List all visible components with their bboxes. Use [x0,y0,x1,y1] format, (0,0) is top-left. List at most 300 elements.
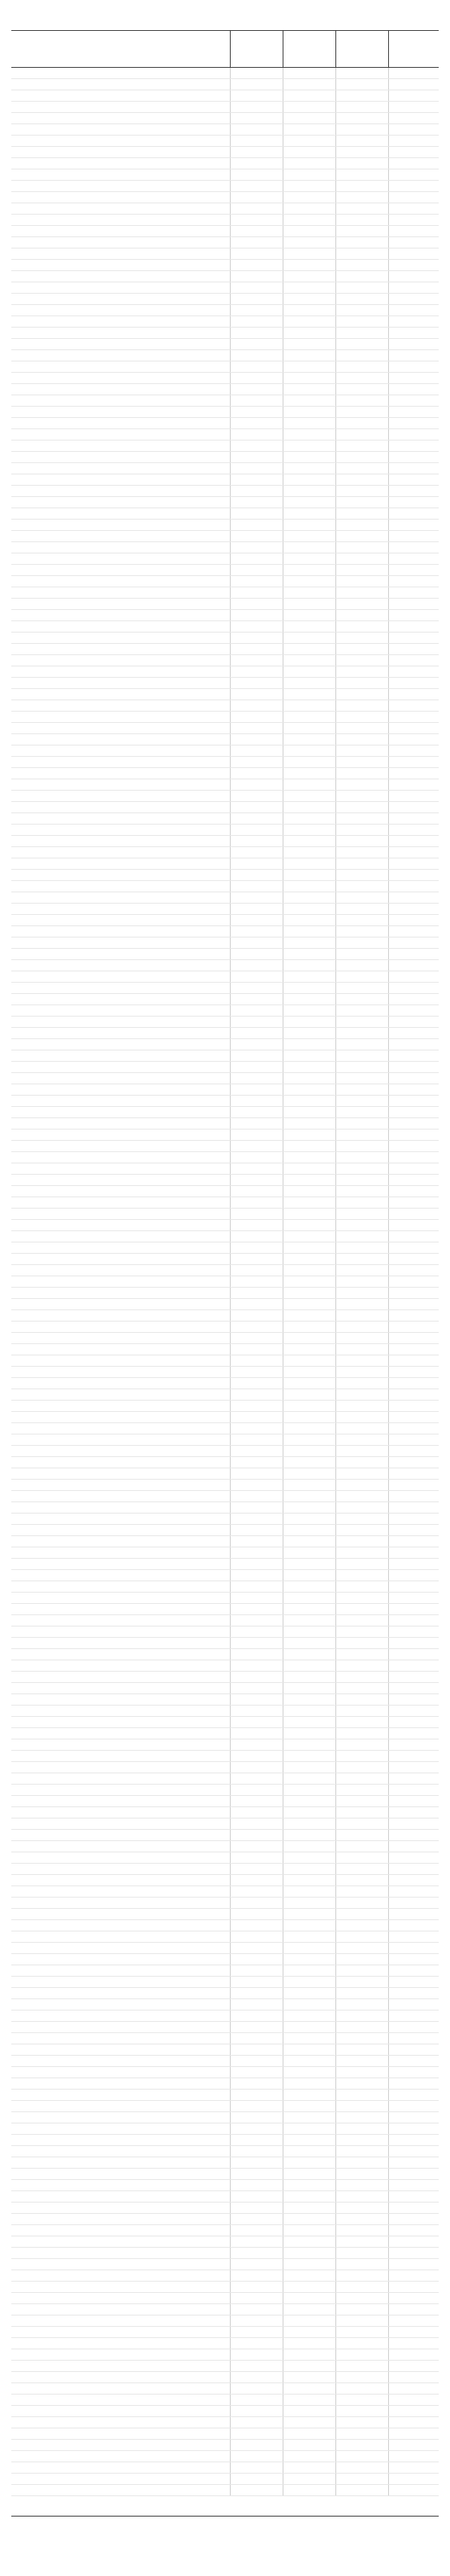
table-cell [230,79,283,90]
table-row [11,2010,439,2022]
table-cell [283,452,336,462]
table-cell [335,1096,389,1106]
table-cell [11,1299,230,1309]
table-cell [283,2270,336,2281]
table-cell [283,2022,336,2032]
table-cell [230,1796,283,1806]
table-cell [388,2236,439,2247]
table-cell [335,1999,389,2010]
table-cell [388,181,439,191]
table-row [11,1017,439,1028]
table-cell [283,937,336,948]
table-cell [11,1830,230,1840]
table-row [11,802,439,813]
table-row [11,1649,439,1660]
table-cell [335,757,389,767]
table-row [11,1220,439,1231]
table-cell [388,1175,439,1185]
table-cell [283,339,336,349]
table-cell [388,124,439,135]
table-row [11,1762,439,1773]
table-row [11,655,439,666]
table-cell [230,2010,283,2021]
table-cell [230,1039,283,1050]
table-cell [283,2372,336,2382]
table-cell [283,2428,336,2439]
table-cell [230,2383,283,2394]
table-cell [388,2395,439,2405]
table-row [11,181,439,192]
table-cell [388,203,439,214]
table-row [11,2327,439,2338]
table-cell [335,633,389,643]
table-cell [11,2146,230,2157]
table-cell [283,1615,336,1626]
header-cell-month-value [230,31,283,67]
table-cell [283,1965,336,1976]
table-cell [388,1096,439,1106]
table-row [11,339,439,350]
table-row [11,226,439,237]
table-cell [388,565,439,575]
table-cell [11,655,230,666]
table-cell [11,1446,230,1456]
table-cell [11,926,230,937]
table-row [11,2033,439,2044]
table-cell [283,1073,336,1084]
table-cell [388,407,439,417]
table-row [11,1626,439,1638]
table-cell [388,1852,439,1863]
table-cell [283,1367,336,1377]
table-cell [283,350,336,361]
table-cell [11,474,230,485]
table-cell [230,2349,283,2360]
table-cell [388,1276,439,1287]
table-cell [335,1852,389,1863]
table-cell [230,2395,283,2405]
table-cell [283,1570,336,1581]
table-cell [11,1581,230,1592]
table-cell [230,2451,283,2462]
table-cell [283,983,336,993]
table-cell [388,1412,439,1422]
table-cell [283,1514,336,1524]
table-cell [11,79,230,90]
table-cell [11,1875,230,1886]
table-cell [335,2180,389,2190]
table-cell [230,994,283,1004]
table-cell [283,1197,336,1208]
table-row [11,441,439,452]
table-cell [335,1604,389,1614]
table-cell [335,870,389,880]
table-row [11,960,439,971]
table-row [11,825,439,836]
table-cell [11,282,230,293]
table-cell [230,1231,283,1242]
table-cell [388,1084,439,1095]
table-cell [283,192,336,203]
table-row [11,113,439,124]
table-cell [388,1209,439,1219]
table-row [11,520,439,531]
table-cell [11,2485,230,2495]
table-cell [283,565,336,575]
table-cell [335,1265,389,1276]
table-cell [283,655,336,666]
table-row [11,689,439,700]
table-row [11,474,439,486]
table-cell [230,2338,283,2349]
table-cell [11,2304,230,2315]
table-cell [388,689,439,700]
table-cell [283,2327,336,2337]
table-cell [283,1943,336,1953]
table-cell [230,2259,283,2270]
table-cell [335,734,389,745]
table-cell [11,1570,230,1581]
table-cell [230,1649,283,1660]
table-cell [283,2112,336,2123]
table-cell [230,1412,283,1422]
table-cell [335,904,389,914]
table-cell [388,1886,439,1897]
table-cell [283,1864,336,1874]
table-cell [11,666,230,677]
table-cell [335,1977,389,1987]
table-cell [11,689,230,700]
table-cell [283,316,336,327]
table-cell [11,1017,230,1027]
table-row [11,497,439,508]
table-cell [388,2485,439,2495]
table-row [11,1333,439,1344]
table-cell [388,2474,439,2484]
table-row [11,2349,439,2361]
table-cell [335,858,389,869]
table-cell [230,1468,283,1479]
table-cell [388,1141,439,1151]
table-cell [388,384,439,395]
table-row [11,215,439,226]
table-cell [388,1875,439,1886]
table-cell [283,2349,336,2360]
table-row [11,610,439,621]
table-row [11,1242,439,1254]
table-cell [230,429,283,440]
table-cell [230,926,283,937]
table-cell [11,1423,230,1434]
table-cell [335,2451,389,2462]
table-cell [335,373,389,383]
table-cell [230,248,283,259]
table-cell [335,384,389,395]
table-cell [11,1920,230,1931]
table-cell [11,226,230,236]
table-cell [335,474,389,485]
table-row [11,384,439,395]
table-row [11,2451,439,2462]
table-cell [335,847,389,858]
table-row [11,1446,439,1457]
table-cell [230,305,283,316]
table-cell [388,904,439,914]
table-cell [388,1796,439,1806]
table-cell [335,1706,389,1716]
table-cell [335,1073,389,1084]
table-cell [283,90,336,101]
table-cell [11,113,230,123]
table-cell [335,1875,389,1886]
table-cell [11,1864,230,1874]
table-row [11,734,439,745]
table-cell [335,689,389,700]
table-cell [335,1378,389,1389]
table-cell [230,1931,283,1942]
table-cell [283,1423,336,1434]
table-cell [388,508,439,519]
table-cell [230,1389,283,1400]
table-row [11,1683,439,1694]
table-cell [230,1175,283,1185]
table-cell [230,203,283,214]
table-cell [388,531,439,541]
table-row [11,486,439,497]
table-cell [335,892,389,903]
table-cell [388,2293,439,2303]
table-cell [335,587,389,598]
table-cell [335,813,389,824]
table-cell [11,1909,230,1919]
table-cell [335,2338,389,2349]
table-cell [283,1626,336,1637]
table-cell [283,1852,336,1863]
table-cell [335,768,389,779]
table-cell [335,1920,389,1931]
table-cell [388,2451,439,2462]
table-cell [283,858,336,869]
table-cell [388,949,439,959]
table-cell [11,2349,230,2360]
table-cell [11,1514,230,1524]
table-row [11,542,439,553]
table-cell [11,68,230,78]
table-cell [388,791,439,801]
table-cell [11,542,230,553]
table-cell [283,542,336,553]
table-row [11,1096,439,1107]
table-cell [388,1118,439,1129]
table-cell [283,2248,336,2258]
table-cell [11,1491,230,1501]
table-row [11,1276,439,1288]
table-cell [335,316,389,327]
table-cell [335,508,389,519]
table-cell [283,282,336,293]
table-cell [283,1209,336,1219]
table-row [11,553,439,565]
table-cell [230,474,283,485]
table-cell [335,1141,389,1151]
table-cell [388,282,439,293]
table-cell [388,2440,439,2450]
table-cell [230,350,283,361]
table-cell [230,1265,283,1276]
table-cell [11,1254,230,1264]
table-cell [335,1638,389,1648]
table-cell [230,689,283,700]
table-cell [283,1039,336,1050]
table-row [11,2044,439,2056]
table-cell [11,339,230,349]
table-cell [11,1818,230,1829]
table-cell [230,1367,283,1377]
table-cell [335,1502,389,1513]
table-cell [335,68,389,78]
table-cell [11,1276,230,1287]
table-cell [230,1785,283,1795]
table-cell [11,1852,230,1863]
table-row [11,870,439,881]
table-cell [335,1050,389,1061]
table-cell [335,1886,389,1897]
table-cell [230,1818,283,1829]
table-row [11,294,439,305]
table-cell [388,147,439,157]
table-cell [11,2033,230,2044]
table-cell [283,147,336,157]
table-cell [230,576,283,587]
table-cell [230,678,283,688]
table-row [11,1434,439,1446]
table-cell [230,1626,283,1637]
table-cell [388,2135,439,2145]
table-cell [335,136,389,146]
table-cell [335,2304,389,2315]
table-row [11,1886,439,1898]
table-cell [11,407,230,417]
table-cell [335,2044,389,2055]
table-row [11,418,439,429]
table-cell [11,644,230,654]
table-cell [388,2327,439,2337]
table-cell [388,1536,439,1547]
table-row [11,2236,439,2248]
table-cell [283,757,336,767]
table-cell [230,745,283,756]
table-cell [230,1638,283,1648]
table-cell [388,960,439,971]
table-cell [283,1028,336,1038]
table-cell [11,1706,230,1716]
table-cell [283,2123,336,2134]
table-cell [11,124,230,135]
table-row [11,1785,439,1796]
table-cell [335,678,389,688]
table-cell [230,1547,283,1558]
table-cell [283,1446,336,1456]
table-cell [230,124,283,135]
table-cell [230,712,283,722]
table-row [11,2191,439,2203]
table-cell [230,452,283,462]
table-cell [335,2282,389,2292]
table-cell [283,2304,336,2315]
table-cell [335,2033,389,2044]
table-cell [230,113,283,123]
table-cell [11,136,230,146]
table-cell [388,915,439,925]
table-cell [11,2406,230,2416]
table-cell [230,2236,283,2247]
table-cell [11,1672,230,1682]
table-row [11,1209,439,1220]
table-cell [335,2157,389,2168]
table-cell [230,1514,283,1524]
table-cell [283,1898,336,1908]
table-cell [230,2146,283,2157]
table-cell [335,1254,389,1264]
table-cell [388,1514,439,1524]
table-cell [230,2157,283,2168]
table-cell [230,1728,283,1739]
table-row [11,2315,439,2327]
table-cell [230,1073,283,1084]
table-cell [335,1581,389,1592]
table-cell [11,1898,230,1908]
table-row [11,678,439,689]
table-cell [230,1457,283,1468]
table-cell [230,1875,283,1886]
table-cell [230,2056,283,2066]
table-row [11,712,439,723]
table-cell [335,1615,389,1626]
table-cell [230,1502,283,1513]
table-cell [388,1909,439,1919]
table-cell [388,1717,439,1727]
table-row [11,2056,439,2067]
table-cell [388,2191,439,2202]
table-cell [388,2044,439,2055]
table-cell [11,169,230,180]
table-row [11,1525,439,1536]
table-cell [283,1909,336,1919]
table-cell [388,2428,439,2439]
table-cell [335,102,389,112]
table-cell [388,1502,439,1513]
table-cell [388,757,439,767]
table-cell [283,1163,336,1174]
table-cell [283,1977,336,1987]
table-row [11,1818,439,1830]
table-cell [11,1649,230,1660]
table-cell [335,260,389,270]
table-cell [388,79,439,90]
table-cell [230,791,283,801]
table-cell [388,1480,439,1490]
table-cell [230,1773,283,1784]
table-row [11,2022,439,2033]
table-cell [335,1762,389,1773]
table-cell [11,2372,230,2382]
table-cell [283,2146,336,2157]
table-cell [388,1186,439,1197]
table-cell [230,2428,283,2439]
table-cell [230,1028,283,1038]
table-row [11,2214,439,2225]
table-cell [11,1502,230,1513]
